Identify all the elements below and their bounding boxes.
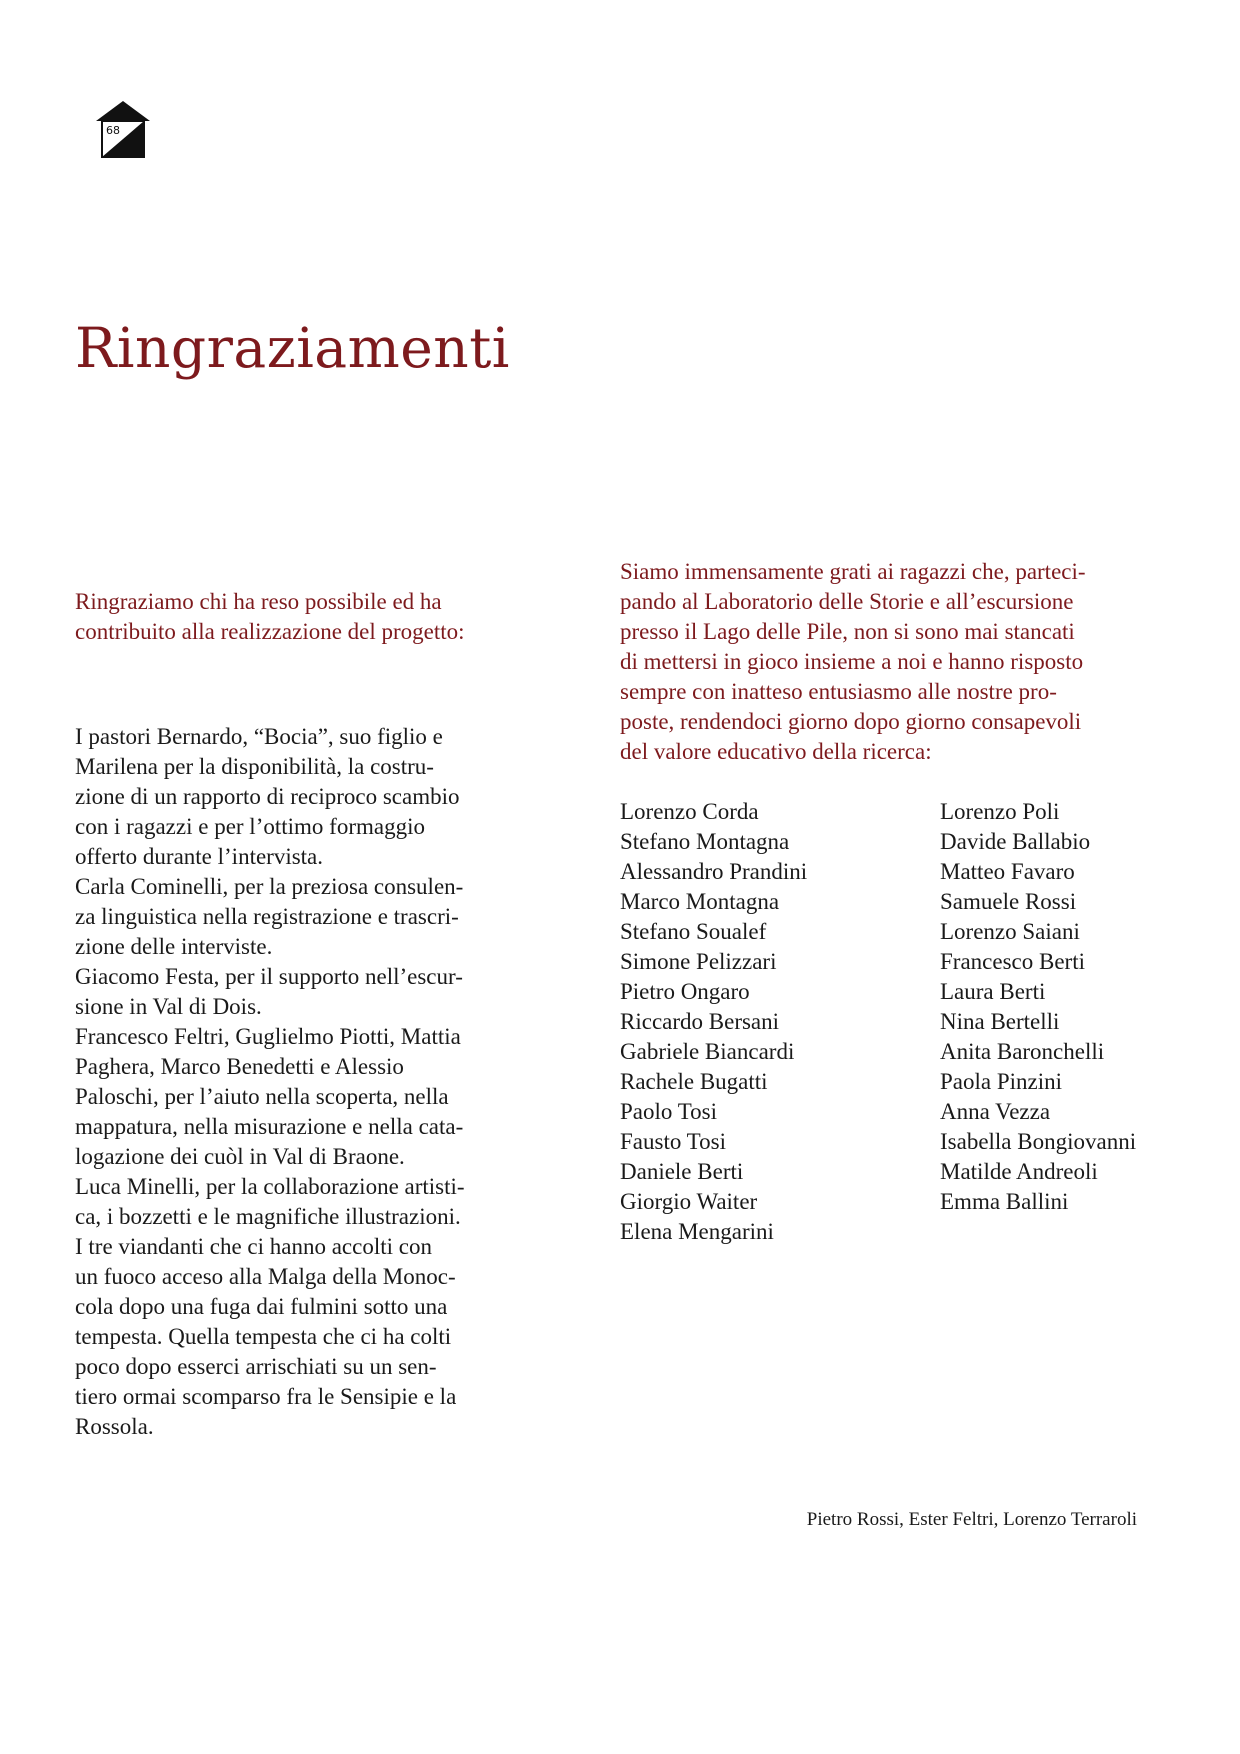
participant-name: Samuele Rossi [940,889,1077,914]
text-line: I tre viandanti che ci hanno accolti con [75,1234,432,1259]
acknowledgement-paragraph [75,962,545,1022]
text-line: logazione dei cuòl in Val di Braone. [75,1144,405,1169]
participant-name: Paolo Tosi [620,1099,718,1124]
intro-line: presso il Lago delle Pile, non si sono mai stancati [620,619,1075,644]
text-line: Rossola. [75,1414,154,1439]
participant-name: Rachele Bugatti [620,1069,768,1094]
acknowledgement-paragraph [75,1022,545,1172]
participant-name: Lorenzo Poli [940,799,1060,824]
participant-name: Paola Pinzini [940,1069,1063,1094]
participant-name: Emma Ballini [940,1189,1069,1214]
participant-name: Davide Ballabio [940,829,1091,854]
text-line: zione di un rapporto di reciproco scambio [75,784,460,809]
text-line: Giacomo Festa, per il supporto nell’escur- [75,964,463,989]
text-line: Paghera, Marco Benedetti e Alessio [75,1054,404,1079]
text-line: zione delle interviste. [75,934,273,959]
participant-name: Anna Vezza [940,1099,1051,1124]
left-intro [75,587,545,647]
participant-name: Simone Pelizzari [620,949,777,974]
participant-name: Matilde Andreoli [940,1159,1098,1184]
participant-name: Fausto Tosi [620,1129,726,1154]
text-line: Luca Minelli, per la collaborazione artisti- [75,1174,465,1199]
text-line: Francesco Feltri, Guglielmo Piotti, Mattia [75,1024,461,1049]
participant-name: Nina Bertelli [940,1009,1060,1034]
participant-name: Anita Baronchelli [940,1039,1105,1064]
participant-name: Francesco Berti [940,949,1085,974]
acknowledgement-list [75,722,545,1442]
participant-name: Daniele Berti [620,1159,744,1184]
participant-name: Lorenzo Saiani [940,919,1080,944]
text-line: ca, i bozzetti e le magnifiche illustrazioni. [75,1204,461,1229]
text-line: za linguistica nella registrazione e trascri- [75,904,459,929]
text-line: mappatura, nella misurazione e nella cata- [75,1114,464,1139]
page-number: 68 [106,124,120,137]
page-title: Ringraziamenti [75,316,510,380]
acknowledgement-paragraph [75,1232,545,1442]
text-line: tempesta. Quella tempesta che ci ha colti [75,1324,452,1349]
participant-name: Laura Berti [940,979,1046,1004]
text-line: Marilena per la disponibilità, la costru- [75,754,434,779]
acknowledgement-paragraph [75,872,545,962]
text-line: Paloschi, per l’aiuto nella scoperta, nella [75,1084,449,1109]
acknowledgement-paragraph [75,722,545,872]
participant-name: Pietro Ongaro [620,979,750,1004]
right-intro [620,557,1160,767]
intro-line: pando al Laboratorio delle Storie e all’escursione [620,589,1074,614]
text-line: Carla Cominelli, per la preziosa consulen- [75,874,464,899]
page-number-badge [95,99,151,159]
text-line: offerto durante l’intervista. [75,844,324,869]
text-line: cola dopo una fuga dai fulmini sotto una [75,1294,448,1319]
acknowledgement-paragraph [75,1172,545,1232]
text-line: I pastori Bernardo, “Bocia”, suo figlio e [75,724,443,749]
participant-name: Riccardo Bersani [620,1009,780,1034]
participant-name: Alessandro Prandini [620,859,808,884]
names-column-2 [940,797,1136,1217]
intro-line: Siamo immensamente grati ai ragazzi che, parteci- [620,559,1086,584]
participant-name: Stefano Soualef [620,919,767,944]
house-icon [95,99,151,159]
text-line: con i ragazzi e per l’ottimo formaggio [75,814,425,839]
participant-name: Stefano Montagna [620,829,790,854]
participant-name: Giorgio Waiter [620,1189,758,1214]
text-line: tiero ormai scomparso fra le Sensipie e la [75,1384,457,1409]
names-column-1 [620,797,807,1247]
participant-name: Gabriele Biancardi [620,1039,795,1064]
participant-name: Isabella Bongiovanni [940,1129,1137,1154]
intro-line: di mettersi in gioco insieme a noi e hanno risposto [620,649,1084,674]
text-line: un fuoco acceso alla Malga della Monoc- [75,1264,456,1289]
intro-line: poste, rendendoci giorno dopo giorno consapevoli [620,709,1082,734]
intro-line: Ringraziamo chi ha reso possibile ed ha [75,589,442,614]
intro-line: del valore educativo della ricerca: [620,739,932,764]
intro-line: contribuito alla realizzazione del progetto: [75,619,465,644]
text-line: poco dopo esserci arrischiati su un sen- [75,1354,437,1379]
participant-name: Matteo Favaro [940,859,1075,884]
participant-name: Lorenzo Corda [620,799,759,824]
intro-line: sempre con inatteso entusiasmo alle nostre pro- [620,679,1057,704]
text-line: sione in Val di Dois. [75,994,262,1019]
participant-name: Marco Montagna [620,889,780,914]
authors-signature: Pietro Rossi, Ester Feltri, Lorenzo Terraroli [806,1509,1137,1530]
participant-name: Elena Mengarini [620,1219,774,1244]
